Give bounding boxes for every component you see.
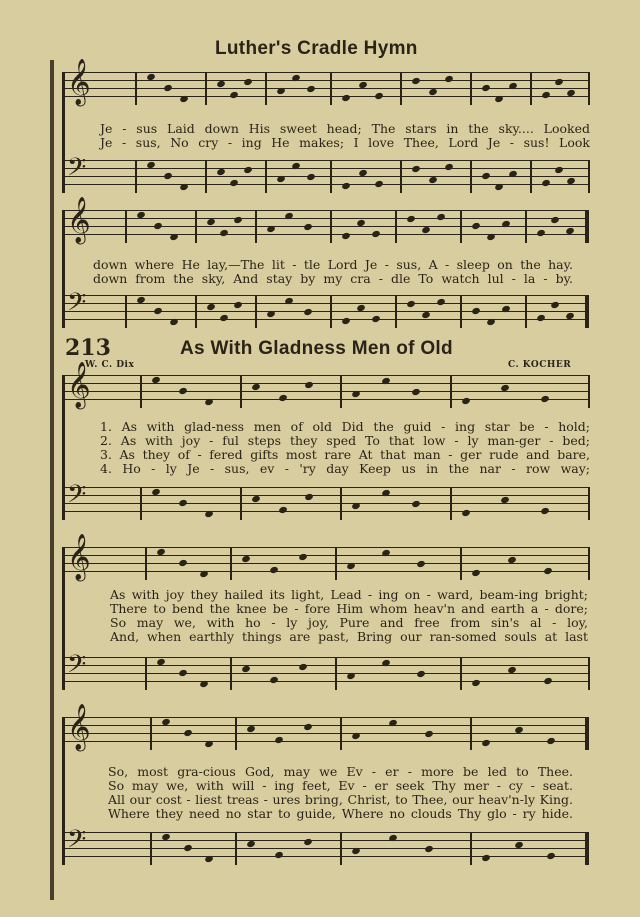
note-head [303, 223, 313, 231]
bar-line [450, 375, 452, 408]
note-head [428, 88, 438, 96]
note-head [486, 318, 496, 326]
lyric-line: Where they need no star to guide, Where no clouds Thy glo - ry hide. [108, 806, 573, 821]
note-head [351, 390, 361, 398]
bar-line [150, 832, 152, 865]
note-head [356, 219, 366, 227]
note-head [233, 301, 243, 309]
bar-line [470, 832, 472, 865]
note-head [161, 718, 171, 726]
note-head [306, 173, 316, 181]
bar-line [240, 487, 242, 520]
treble-clef-icon: 𝄞 [67, 362, 91, 408]
note-head [205, 855, 215, 863]
note-head [445, 75, 455, 83]
lyrics-block [108, 765, 573, 821]
bar-line [470, 72, 472, 105]
bass-staff [65, 153, 588, 192]
note-head [205, 398, 215, 406]
note-head [341, 317, 351, 325]
bar-line [340, 832, 342, 865]
note-head [178, 669, 188, 677]
note-head [481, 84, 491, 92]
note-head [178, 559, 188, 567]
lyric-line: So may we, with ho - ly joy, Pure and free from sin's al - loy, [110, 615, 588, 630]
bar-line [460, 657, 462, 690]
composer-credit: C. KOCHER [508, 360, 572, 370]
system-brace [62, 375, 65, 520]
note-head [161, 833, 171, 841]
note-head [206, 303, 216, 311]
note-head [200, 570, 210, 578]
note-head [425, 845, 435, 853]
note-head [381, 549, 391, 557]
treble-clef-icon: 𝄞 [67, 704, 91, 750]
note-head [346, 562, 356, 570]
lyrics-block [110, 588, 588, 644]
bar-line [230, 657, 232, 690]
note-head [170, 318, 180, 326]
note-head [554, 78, 564, 86]
bar-line [135, 72, 137, 105]
bar-line [330, 72, 332, 105]
bar-line [395, 210, 397, 243]
page-binding-edge [50, 60, 54, 900]
bar-line [125, 295, 127, 328]
note-head [136, 211, 146, 219]
note-head [411, 77, 421, 85]
note-head [371, 315, 381, 323]
note-head [507, 556, 517, 564]
note-head [540, 395, 550, 403]
note-head [514, 841, 524, 849]
bar-line [585, 832, 589, 865]
bar-line [470, 160, 472, 193]
note-head [230, 91, 240, 99]
note-head [436, 213, 446, 221]
bar-line [205, 72, 207, 105]
note-head [298, 553, 308, 561]
bar-line [525, 295, 527, 328]
bar-line [205, 160, 207, 193]
note-head [341, 94, 351, 102]
note-head [508, 170, 518, 178]
note-head [346, 672, 356, 680]
note-head [303, 308, 313, 316]
note-head [233, 216, 243, 224]
bar-line [140, 487, 142, 520]
note-head [541, 91, 551, 99]
note-head [278, 506, 288, 514]
bar-line [330, 160, 332, 193]
note-head [486, 233, 496, 241]
note-head [495, 183, 505, 191]
note-head [411, 388, 421, 396]
treble-clef-icon: 𝄞 [67, 534, 91, 580]
note-head [481, 739, 491, 747]
note-head [291, 74, 301, 82]
bar-line [150, 717, 152, 750]
bar-line [145, 547, 147, 580]
lyric-line: down where He lay,—The lit - tle Lord Je - sus, A - sleep on the hay. [93, 257, 573, 272]
bass-staff [65, 825, 588, 864]
note-head [156, 658, 166, 666]
note-head [278, 394, 288, 402]
note-head [565, 227, 575, 235]
lyric-line: 2. As with joy - ful steps they sped To that low - ly man-ger - bed; [100, 433, 590, 448]
note-head [547, 737, 557, 745]
bar-line [588, 160, 590, 193]
note-head [220, 229, 230, 237]
note-head [501, 496, 511, 504]
lyric-line: As with joy they hailed its light, Lead - ing on - ward, beam-ing bright; [110, 587, 588, 602]
note-head [153, 222, 163, 230]
note-head [205, 740, 215, 748]
note-head [270, 676, 280, 684]
note-head [163, 84, 173, 92]
note-head [276, 175, 286, 183]
note-head [183, 844, 193, 852]
note-head [551, 301, 561, 309]
note-head [375, 92, 385, 100]
note-head [565, 312, 575, 320]
bar-line [585, 295, 589, 328]
note-head [351, 732, 361, 740]
note-head [270, 566, 280, 574]
note-head [421, 311, 431, 319]
lyric-line: Je - sus, No cry - ing He makes; I love Thee, Lord Je - sus! Look [100, 135, 590, 150]
note-head [471, 307, 481, 315]
note-head [514, 726, 524, 734]
note-head [471, 679, 481, 687]
bar-line [330, 295, 332, 328]
lyric-line: 4. Ho - ly Je - sus, ev - 'ry day Keep us in the nar - row way; [100, 461, 590, 476]
note-head [170, 233, 180, 241]
note-head [501, 305, 511, 313]
bar-line [340, 487, 342, 520]
note-head [358, 169, 368, 177]
bar-line [530, 160, 532, 193]
note-head [303, 723, 313, 731]
note-head [356, 304, 366, 312]
note-head [567, 177, 577, 185]
bar-line [588, 547, 590, 580]
note-head [381, 377, 391, 385]
treble-staff [65, 704, 588, 750]
lyrics-block [93, 258, 573, 286]
bar-line [235, 832, 237, 865]
bar-line [135, 160, 137, 193]
note-head [406, 215, 416, 223]
note-head [461, 397, 471, 405]
note-head [205, 510, 215, 518]
note-head [495, 95, 505, 103]
note-head [541, 179, 551, 187]
note-head [246, 725, 256, 733]
note-head [276, 87, 286, 95]
lyric-line: Je - sus Laid down His sweet head; The stars in the sky.... Looked [100, 121, 590, 136]
note-head [536, 229, 546, 237]
note-head [206, 218, 216, 226]
note-head [547, 852, 557, 860]
note-head [291, 162, 301, 170]
note-head [266, 310, 276, 318]
hymn-title: As With Gladness Men of Old [180, 338, 453, 359]
note-head [183, 729, 193, 737]
bar-line [340, 717, 342, 750]
bar-line [588, 375, 590, 408]
bar-line [235, 717, 237, 750]
note-head [136, 296, 146, 304]
note-head [481, 854, 491, 862]
note-head [241, 665, 251, 673]
note-head [341, 232, 351, 240]
note-head [461, 509, 471, 517]
bar-line [585, 210, 589, 243]
note-head [216, 168, 226, 176]
bass-clef-icon: 𝄢 [67, 650, 87, 685]
bass-clef-icon: 𝄢 [67, 153, 87, 188]
system-brace [62, 72, 65, 193]
note-head [536, 314, 546, 322]
bar-line [335, 547, 337, 580]
bar-line [340, 375, 342, 408]
bar-line [460, 210, 462, 243]
note-head [507, 666, 517, 674]
bar-line [400, 72, 402, 105]
note-head [406, 300, 416, 308]
bar-line [145, 657, 147, 690]
note-head [230, 179, 240, 187]
bar-line [335, 657, 337, 690]
bass-staff [65, 650, 588, 689]
note-head [216, 80, 226, 88]
bar-line [195, 210, 197, 243]
lyrics-block [100, 420, 590, 476]
note-head [351, 847, 361, 855]
note-head [178, 387, 188, 395]
bar-line [255, 295, 257, 328]
note-head [411, 500, 421, 508]
note-head [481, 172, 491, 180]
lyric-line: 1. As with glad-ness men of old Did the guid - ing star be - hold; [100, 419, 590, 434]
note-head [251, 383, 261, 391]
note-head [375, 180, 385, 188]
bar-line [140, 375, 142, 408]
system-brace [62, 717, 65, 865]
bar-line [265, 160, 267, 193]
lyric-line: So may we, with will - ing feet, Ev - er seek Thy mer - cy - seat. [108, 778, 573, 793]
note-head [471, 222, 481, 230]
bar-line [195, 295, 197, 328]
bar-line [588, 657, 590, 690]
bar-line [265, 72, 267, 105]
note-head [421, 226, 431, 234]
note-head [298, 663, 308, 671]
note-head [543, 677, 553, 685]
note-head [180, 95, 190, 103]
lyric-line: 3. As they of - fered gifts most rare At that man - ger rude and bare, [100, 447, 590, 462]
bass-staff [65, 288, 588, 327]
bass-clef-icon: 𝄢 [67, 480, 87, 515]
note-head [151, 488, 161, 496]
note-head [303, 838, 313, 846]
note-head [551, 216, 561, 224]
note-head [305, 381, 315, 389]
note-head [371, 230, 381, 238]
bar-line [400, 160, 402, 193]
bar-line [125, 210, 127, 243]
note-head [351, 502, 361, 510]
note-head [146, 161, 156, 169]
note-head [543, 567, 553, 575]
note-head [275, 851, 285, 859]
system-brace [62, 547, 65, 690]
lyrics-block [100, 122, 590, 150]
bass-clef-icon: 𝄢 [67, 825, 87, 860]
note-head [200, 680, 210, 688]
note-head [180, 183, 190, 191]
note-head [305, 493, 315, 501]
note-head [146, 73, 156, 81]
treble-clef-icon: 𝄞 [67, 59, 91, 105]
note-head [471, 569, 481, 577]
note-head [388, 834, 398, 842]
bar-line [585, 717, 589, 750]
lyric-line: All our cost - liest treas - ures bring, Christ, to Thee, our heav'n-ly King. [108, 792, 573, 807]
note-head [445, 163, 455, 171]
note-head [416, 670, 426, 678]
note-head [501, 384, 511, 392]
note-head [178, 499, 188, 507]
treble-staff [65, 59, 588, 105]
note-head [554, 166, 564, 174]
lyric-line: And, when earthly things are past, Bring our ran-somed souls at last [110, 629, 588, 644]
bar-line [230, 547, 232, 580]
note-head [416, 560, 426, 568]
note-head [341, 182, 351, 190]
note-head [156, 548, 166, 556]
note-head [246, 840, 256, 848]
system-brace [62, 210, 65, 328]
note-head [388, 719, 398, 727]
lyric-line: There to bend the knee be - fore Him whom heav'n and earth a - dore; [110, 601, 588, 616]
hymn-title: Luther's Cradle Hymn [215, 38, 418, 59]
note-head [540, 507, 550, 515]
note-head [381, 659, 391, 667]
bar-line [525, 210, 527, 243]
note-head [266, 225, 276, 233]
bar-line [530, 72, 532, 105]
note-head [285, 297, 295, 305]
note-head [567, 89, 577, 97]
bar-line [460, 295, 462, 328]
note-head [220, 314, 230, 322]
lyric-line: So, most gra-cious God, may we Ev - er - more be led to Thee. [108, 764, 573, 779]
treble-staff [65, 197, 588, 243]
hymn-number: 213 [65, 335, 111, 361]
note-head [243, 78, 253, 86]
bar-line [588, 487, 590, 520]
note-head [251, 495, 261, 503]
bar-line [450, 487, 452, 520]
bar-line [470, 717, 472, 750]
bar-line [588, 72, 590, 105]
note-head [153, 307, 163, 315]
bass-staff [65, 480, 588, 519]
author-credit: W. C. Dix [85, 360, 135, 370]
note-head [436, 298, 446, 306]
note-head [501, 220, 511, 228]
treble-clef-icon: 𝄞 [67, 197, 91, 243]
note-head [151, 376, 161, 384]
note-head [381, 489, 391, 497]
note-head [411, 165, 421, 173]
note-head [508, 82, 518, 90]
bar-line [460, 547, 462, 580]
bar-line [255, 210, 257, 243]
note-head [306, 85, 316, 93]
bar-line [240, 375, 242, 408]
note-head [241, 555, 251, 563]
note-head [358, 81, 368, 89]
note-head [163, 172, 173, 180]
lyric-line: down from the sky, And stay by my cra - dle To watch lul - la - by. [93, 271, 573, 286]
note-head [275, 736, 285, 744]
treble-staff [65, 534, 588, 580]
note-head [425, 730, 435, 738]
note-head [428, 176, 438, 184]
note-head [285, 212, 295, 220]
bar-line [395, 295, 397, 328]
note-head [243, 166, 253, 174]
bass-clef-icon: 𝄢 [67, 288, 87, 323]
bar-line [330, 210, 332, 243]
